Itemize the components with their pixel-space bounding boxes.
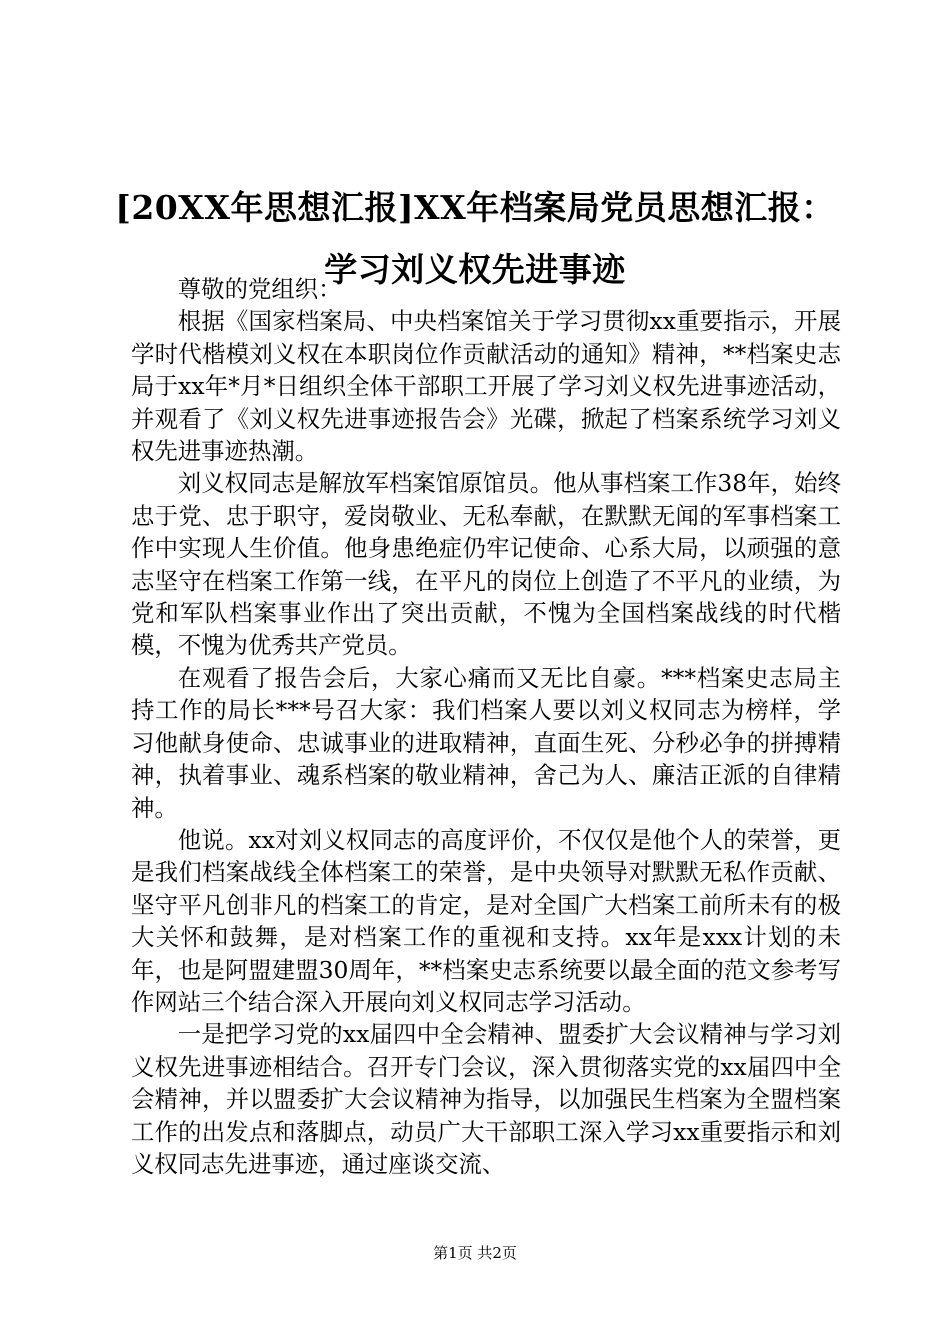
paragraph-5: 一是把学习党的xx届四中全会精神、盟委扩大会议精神与学习刘义权先进事迹相结合。召开专门会议，深入贯彻落实党的xx届四中全会精神，并以盟委扩大会议精神为指导，以加强民生档案为全盟档案工作的出发点和落脚点，动员广大干部职工深入学习xx重要指示和刘义权同志先进事迹，通过座谈交流、	[131, 1020, 841, 1178]
salutation: 尊敬的党组织：	[177, 275, 342, 303]
document-title-line-1: [20XX年思想汇报]XX年档案局党员思想汇报：	[115, 188, 835, 227]
document-title-line-2: 学习刘义权先进事迹	[324, 250, 626, 289]
page-footer: 第1页 共2页	[433, 1244, 517, 1262]
document-body	[131, 273, 841, 1180]
paragraph-1: 根据《国家档案局、中央档案馆关于学习贯彻xx重要指示，开展学时代楷模刘义权在本职岗位作贡献活动的通知》精神，**档案史志局于xx年*月*日组织全体干部职工开展了学习刘义权先进事迹活动，并观看了《刘义权先进事迹报告会》光碟，掀起了档案系统学习刘义权先进事迹热潮。	[131, 307, 841, 466]
paragraph-2: 刘义权同志是解放军档案馆原馆员。他从事档案工作38年，始终忠于党、忠于职守，爱岗敬业、无私奉献，在默默无闻的军事档案工作中实现人生价值。他身患绝症仍牢记使命、心系大局，以顽强的意志坚守在档案工作第一线，在平凡的岗位上创造了不平凡的业绩，为党和军队档案事业作出了突出贡献，不愧为全国档案战线的时代楷模，不愧为优秀共产党员。	[131, 469, 841, 660]
paragraph-3: 在观看了报告会后，大家心痛而又无比自豪。***档案史志局主持工作的局长***号召大家：我们档案人要以刘义权同志为榜样，学习他献身使命、忠诚事业的进取精神，直面生死、分秒必争的拼搏精神，执着事业、魂系档案的敬业精神，舍己为人、廉洁正派的自律精神。	[131, 663, 841, 822]
paragraph-4: 他说。xx对刘义权同志的高度评价，不仅仅是他个人的荣誉，更是我们档案战线全体档案工的荣誉，是中央领导对默默无私作贡献、坚守平凡创非凡的档案工的肯定，是对全国广大档案工前所未有的极大关怀和鼓舞，是对档案工作的重视和支持。xx年是xxx计划的未年，也是阿盟建盟30周年，**档案史志系统要以最全面的范文参考写作网站三个结合深入开展向刘义权同志学习活动。	[131, 825, 841, 1016]
